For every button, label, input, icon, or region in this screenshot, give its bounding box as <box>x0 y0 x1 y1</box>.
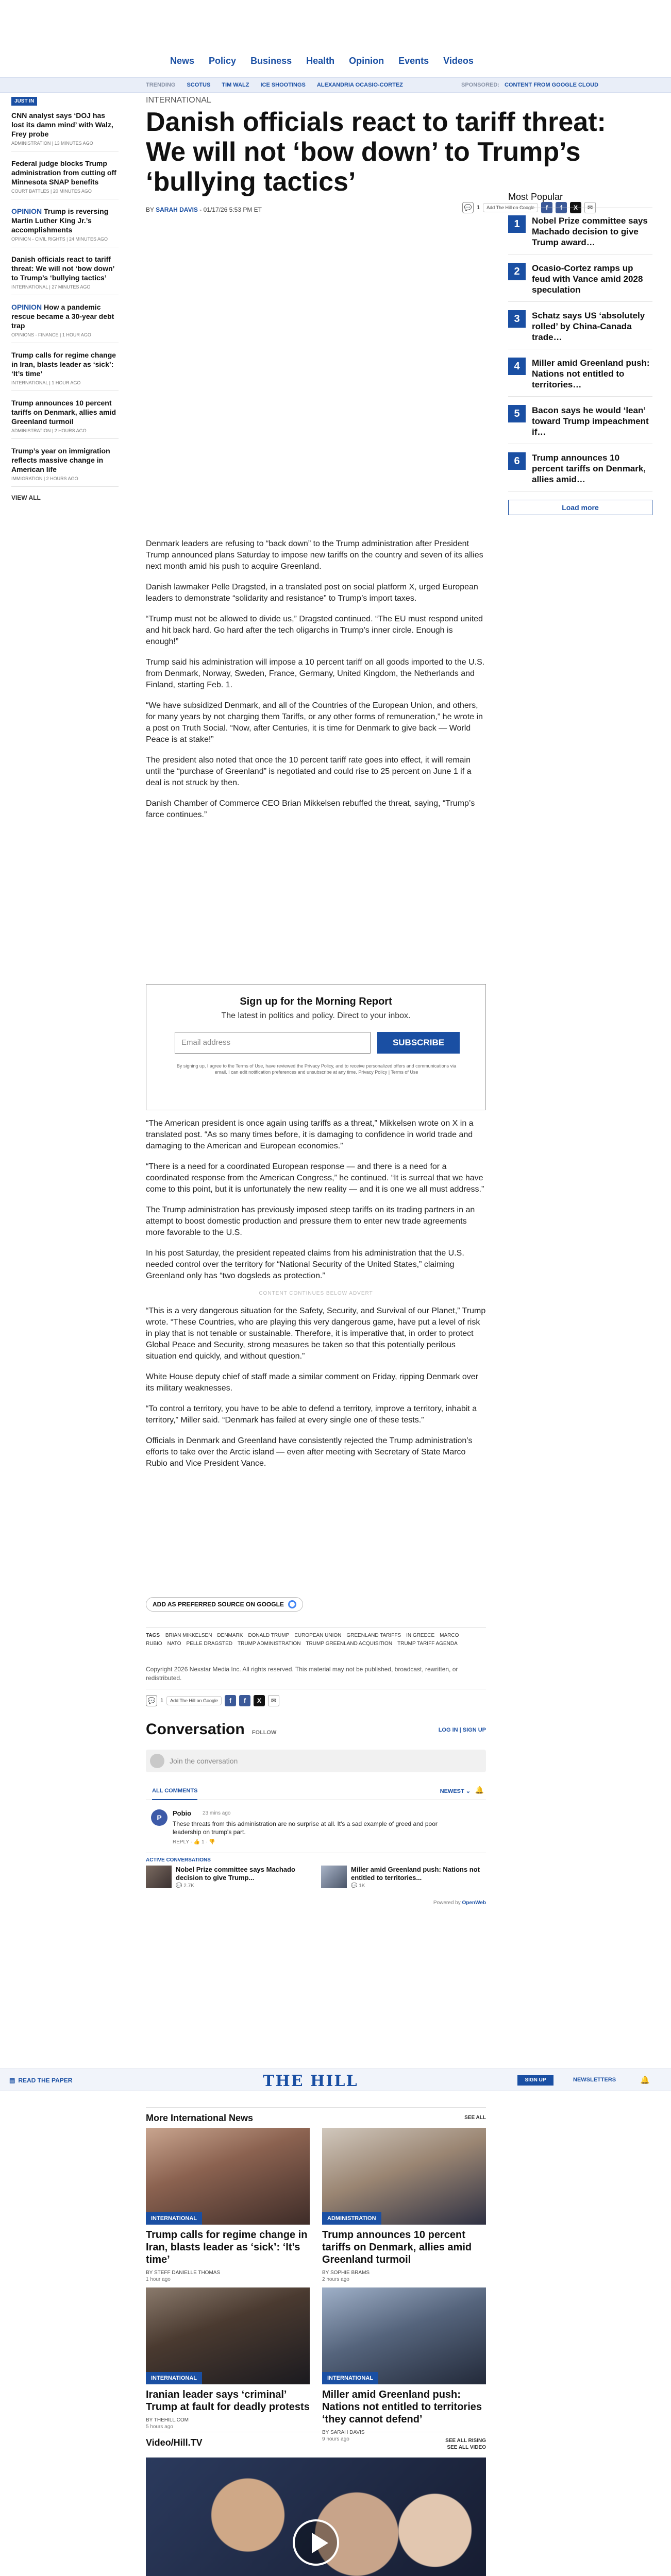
just-in-title[interactable] <box>11 111 119 139</box>
just-in-title[interactable] <box>11 159 119 187</box>
article-headline: Danish officials react to tariff threat: We will not ‘bow down’ to Trump’s ‘bullying tactics’ <box>146 107 606 197</box>
email-icon[interactable]: ✉ <box>584 202 596 213</box>
commenter-name[interactable]: Pobio <box>173 1809 192 1817</box>
rank-number: 3 <box>508 310 526 328</box>
most-popular-item[interactable] <box>508 405 652 444</box>
article-paragraph: Trump said his administration will impose a 10 percent tariff on all goods imported to the U.S. from Denmark, Norway, Sweden, France, Germany, United Kingdom, the Netherlands and Finland, starting Feb. 1. <box>146 658 485 689</box>
card-image <box>146 2287 310 2384</box>
main-nav-links <box>170 56 474 66</box>
see-all-link[interactable]: SEE ALL <box>464 2115 486 2121</box>
card-time: 5 hours ago <box>146 2424 173 2430</box>
active-conversations <box>146 1853 486 1889</box>
article-paragraph: The president also noted that once the 10 percent tariff rate goes into effect, it will remain until the “purchase of Greenland” is negotiated and could rise to 25 percent on June 1 if a deal is not struck by then. <box>146 756 472 787</box>
signup-button[interactable]: SIGN UP <box>517 2075 553 2086</box>
facebook-share-icon[interactable]: f <box>556 202 567 213</box>
article-paragraph: Danish lawmaker Pelle Dragsted, in a translated post on social platform X, urged European leaders to demonstrate “solidarity and resistance” to Trump’s import taxes. <box>146 583 478 603</box>
play-icon[interactable] <box>293 2519 339 2566</box>
article-paragraph: Denmark leaders are refusing to “back down” to the Trump administration after President Trump announced plans Saturday to impose new tariffs on the country and seven of its allies next month amid his push to acquire Greenland. <box>146 539 483 571</box>
article-paragraph: “This is a very dangerous situation for the Safety, Security, and Survival of our Planet,” Trump wrote. “These Countries, who are playing this very dangerous game, have put a level of risk in play that is not tenable or sustainable. Therefore, it is imperative that, in order to protect Global Peace and Security, strong measures be taken so that this potentially perilous situation end quickly, and without question.” <box>146 1307 486 1361</box>
article-paragraph: “Trump must not be allowed to divide us,” Dragsted continued. “The EU must respond united and hit back hard. Go hard after the tech oligarchs in Trump’s inner circle. Enough is enough!” <box>146 615 483 646</box>
section-heading: More International News <box>146 2113 254 2123</box>
comment-text: These threats from this administration are no surprise at all. It's a sad example of greed and poor leadership on trump's part. <box>173 1820 438 1836</box>
most-popular-title[interactable]: Bacon says he would ‘lean’ toward Trump impeachment if… <box>532 405 649 437</box>
trending-link[interactable]: ICE SHOOTINGS <box>260 82 306 88</box>
most-popular-item[interactable] <box>508 263 652 302</box>
sponsored-links <box>461 82 598 88</box>
article-paragraph: “To control a territory, you have to be able to defend a territory, improve a territory, inhabit a territory,” Miller said. “Denmark has failed at every single one of these tests.” <box>146 1404 477 1425</box>
thumbnail <box>321 1866 347 1888</box>
powered-by <box>433 1900 486 1906</box>
rank-number: 2 <box>508 263 526 280</box>
tag-link[interactable]: MARCO RUBIO <box>146 1633 459 1647</box>
card-time: 9 hours ago <box>322 2436 349 2442</box>
trending-link[interactable]: TIM WALZ <box>222 82 249 88</box>
just-in-meta: OPINION - CIVIL RIGHTS | 24 MINUTES AGO <box>11 236 108 242</box>
article-paragraph: The Trump administration has previously imposed steep tariffs on its trading partners in an attempt to boost domestic production and pressure them to enter new trade agreements more favorable to the U.S. <box>146 1206 475 1237</box>
just-in-title-text: Federal judge blocks Trump administration from cutting off Minnesota SNAP benefits <box>11 159 116 186</box>
article-paragraph: Officials in Denmark and Greenland have consistently rejected the Trump administration’s efforts to take over the Arctic island — even after meeting with Secretary of State Marco Rubio and Vice President Vance. <box>146 1436 473 1468</box>
sponsored-link[interactable]: CONTENT FROM GOOGLE CLOUD <box>504 82 599 88</box>
tag-link[interactable]: NATO <box>167 1641 181 1647</box>
just-in-badge: JUST IN <box>11 97 37 106</box>
avatar <box>150 1754 164 1768</box>
card-time: 1 hour ago <box>146 2277 171 2282</box>
just-in-title-text: Danish officials react to tariff threat: We will not ‘bow down’ to Trump’s ‘bullying tactics’ <box>11 255 114 282</box>
most-popular <box>508 192 652 515</box>
sponsored-label: SPONSORED: <box>461 82 499 88</box>
just-in-title[interactable] <box>11 207 119 234</box>
just-in-title[interactable] <box>11 302 119 330</box>
just-in-title[interactable] <box>11 398 119 426</box>
tab-all-comments[interactable]: ALL COMMENTS <box>152 1788 197 1800</box>
google-g-icon <box>288 1600 296 1608</box>
most-popular-title[interactable]: Trump announces 10 percent tariffs on Denmark, allies amid… <box>532 453 646 484</box>
featured-video[interactable] <box>146 2458 486 2576</box>
just-in-meta: IMMIGRATION | 2 HOURS AGO <box>11 476 78 481</box>
newsletters-link[interactable]: NEWSLETTERS <box>573 2077 616 2083</box>
just-in-title-text: How a pandemic rescue became a 30-year debt trap <box>11 303 114 330</box>
just-in-item[interactable] <box>11 255 119 295</box>
just-in-meta: COURT BATTLES | 20 MINUTES AGO <box>11 189 92 194</box>
powered-by-prefix: Powered by <box>433 1900 461 1906</box>
card-byline: BY SOPHIE BRAMS <box>322 2270 370 2276</box>
see-all-video-link[interactable]: SEE ALL VIDEO <box>447 2445 486 2450</box>
tag-link[interactable]: PELLE DRAGSTED <box>186 1641 233 1647</box>
card-title[interactable]: Trump announces 10 percent tariffs on Denmark, allies amid Greenland turmoil <box>322 2229 472 2265</box>
just-in-title-text: Trump announces 10 percent tariffs on Denmark, allies amid Greenland turmoil <box>11 399 116 426</box>
active-conversation-title: Miller amid Greenland push: Nations not entitled to territories... <box>351 1866 480 1882</box>
rank-number: 1 <box>508 215 526 233</box>
card-title[interactable]: Trump calls for regime change in Iran, blasts leader as ‘sick’: ‘It’s time’ <box>146 2229 308 2265</box>
opinion-label: OPINION <box>11 303 42 311</box>
news-card[interactable] <box>322 2128 486 2282</box>
google-source-button[interactable]: Add The Hill on Google <box>483 203 538 212</box>
just-in-meta: INTERNATIONAL | 1 HOUR AGO <box>11 380 81 385</box>
tag-link[interactable]: IN GREECE <box>406 1633 435 1638</box>
article-body <box>146 538 486 830</box>
comment-count: 1 <box>477 205 480 211</box>
x-icon[interactable]: X <box>254 1695 265 1706</box>
email-icon[interactable]: ✉ <box>268 1695 279 1706</box>
commenter-avatar[interactable]: P <box>151 1809 167 1826</box>
just-in-item[interactable] <box>11 159 119 199</box>
x-icon[interactable]: X <box>570 202 581 213</box>
rank-number: 4 <box>508 358 526 375</box>
comment-icon[interactable]: 💬 <box>462 202 474 213</box>
facebook-icon[interactable]: f <box>225 1695 236 1706</box>
bell-icon[interactable]: 🔔 <box>640 2076 650 2084</box>
nav-events[interactable]: Events <box>398 56 429 66</box>
load-more-button[interactable]: Load more <box>508 500 652 515</box>
newsletter-heading: Sign up for the Morning Report <box>240 996 392 1007</box>
facebook-share-icon[interactable]: f <box>239 1695 250 1706</box>
conversation-header <box>146 1721 486 1738</box>
active-conversation-title: Nobel Prize committee says Machado decision to give Trump... <box>176 1866 295 1882</box>
card-time: 2 hours ago <box>322 2277 349 2282</box>
news-card[interactable] <box>146 2128 310 2282</box>
just-in-title[interactable] <box>11 350 119 378</box>
just-in-item[interactable] <box>11 446 119 487</box>
most-popular-title[interactable]: Miller amid Greenland push: Nations not entitled to territories… <box>532 358 650 389</box>
tag-link[interactable]: TRUMP GREENLAND ACQUISITION <box>306 1641 393 1647</box>
powered-by-brand[interactable]: OpenWeb <box>462 1900 486 1906</box>
nav-policy[interactable]: Policy <box>209 56 237 66</box>
author-link[interactable]: SARAH DAVIS <box>156 206 198 213</box>
sort-dropdown[interactable]: NEWEST ⌄ <box>440 1788 471 1794</box>
comment-actions[interactable]: REPLY · 👍 1 · 👎 <box>173 1839 215 1845</box>
article-paragraph: White House deputy chief of staff made a similar comment on Friday, ripping Denmark over its military weaknesses. <box>146 1372 479 1393</box>
article-section-label[interactable]: INTERNATIONAL <box>146 96 211 105</box>
site-logo[interactable]: THE HILL <box>263 2072 358 2090</box>
trending-label: TRENDING <box>146 82 176 88</box>
just-in-item[interactable] <box>11 207 119 247</box>
thumbnail <box>146 1866 172 1888</box>
newsletter-subheading: The latest in politics and policy. Direct to your inbox. <box>221 1011 411 1020</box>
article-paragraph: “There is a need for a coordinated European response — and there is a need for a coordinated response from the American Congress,” he continued. “It is surreal that we have come to this point, but it is unfortunately the new reality — and it is one we all must address.” <box>146 1162 484 1194</box>
card-image <box>322 2287 486 2384</box>
tag-list <box>146 1633 463 1647</box>
sticky-header <box>0 2069 671 2091</box>
article-paragraph: In his post Saturday, the president repeated claims from his administration that the U.S. needed control over the territory for “National Security of the United States,” claiming Greenland only has “two dogsleds as protection.” <box>146 1249 464 1280</box>
active-conversations-label: ACTIVE CONVERSATIONS <box>146 1857 211 1863</box>
just-in-meta: INTERNATIONAL | 27 MINUTES AGO <box>11 284 91 290</box>
most-popular-title[interactable]: Nobel Prize committee says Machado decision to give Trump award… <box>532 216 648 247</box>
byline-prefix: BY <box>146 206 154 213</box>
tag-link[interactable]: BRIAN MIKKELSEN <box>165 1633 212 1638</box>
newsletter-signup <box>146 984 486 1110</box>
rank-number: 5 <box>508 405 526 422</box>
tag-link[interactable]: EUROPEAN UNION <box>294 1633 342 1638</box>
tag-link[interactable]: TRUMP ADMINISTRATION <box>238 1641 301 1647</box>
video-header <box>146 2432 486 2448</box>
more-international-header <box>146 2107 486 2124</box>
nav-health[interactable]: Health <box>306 56 335 66</box>
most-popular-item[interactable] <box>508 215 652 255</box>
most-popular-title[interactable]: Schatz says US ‘absolutely rolled’ by China-Canada trade… <box>532 311 645 342</box>
tag-link[interactable]: TRUMP TARIFF AGENDA <box>397 1641 458 1647</box>
most-popular-item[interactable] <box>508 358 652 397</box>
comment-input[interactable] <box>146 1750 486 1772</box>
comment-time: 23 mins ago <box>203 1810 231 1816</box>
view-all-link[interactable]: VIEW ALL <box>11 494 41 501</box>
google-source-button[interactable]: Add The Hill on Google <box>166 1696 222 1705</box>
just-in-title[interactable] <box>11 255 119 282</box>
article-paragraph: “We have subsidized Denmark, and all of the Countries of the European Union, and others, for many years by not charging them Tariffs, or any other forms of remuneration,” he wrote in a post on Truth Social. “Now, after Centuries, it is time for Denmark to give back — World Peace is at stake!” <box>146 701 483 744</box>
read-the-paper-link[interactable] <box>9 2077 72 2084</box>
newspaper-icon: ▤ <box>9 2077 15 2084</box>
just-in-meta: ADMINISTRATION | 2 HOURS AGO <box>11 428 87 433</box>
see-all-rising-link[interactable]: SEE ALL RISING <box>445 2438 486 2444</box>
card-title[interactable]: Iranian leader says ‘criminal’ Trump at fault for deadly protests <box>146 2389 310 2413</box>
read-the-paper-label: READ THE PAPER <box>18 2077 73 2084</box>
just-in-meta: ADMINISTRATION | 13 MINUTES AGO <box>11 141 93 146</box>
article-tags <box>146 1627 486 1648</box>
just-in-item[interactable] <box>11 111 119 151</box>
active-conversation-card[interactable] <box>321 1866 485 1891</box>
google-preferred-source-button[interactable] <box>146 1597 303 1612</box>
top-navigation <box>0 0 671 77</box>
comment-placeholder: Join the conversation <box>170 1757 238 1765</box>
nav-videos[interactable]: Videos <box>443 56 474 66</box>
comment-tabs <box>146 1783 486 1800</box>
conversation-section <box>146 1721 486 1911</box>
newsletter-legal: By signing up, I agree to the Terms of Use, have reviewed the Privacy Policy, and to receive personalized offers and communications via email. I can edit notification preferences and unsubscribe at any time. Privacy Policy | Terms of Use <box>176 1063 457 1075</box>
tag-link[interactable]: DENMARK <box>217 1633 243 1638</box>
tag-link[interactable]: DONALD TRUMP <box>248 1633 290 1638</box>
just-in-title[interactable] <box>11 446 119 474</box>
just-in-list <box>11 111 119 487</box>
card-byline: BY THEHILL.COM <box>146 2417 189 2423</box>
news-card[interactable] <box>322 2287 486 2442</box>
just-in-meta: OPINIONS - FINANCE | 1 HOUR AGO <box>11 332 91 337</box>
card-byline: BY STEFF DANIELLE THOMAS <box>146 2270 221 2276</box>
card-tag[interactable]: ADMINISTRATION <box>322 2212 381 2225</box>
active-conversation-count: 💬 1K <box>351 1883 365 1889</box>
comment-icon[interactable]: 💬 <box>146 1695 157 1706</box>
nav-business[interactable]: Business <box>250 56 292 66</box>
section-heading: Video/Hill.TV <box>146 2437 203 2448</box>
article-body-continued <box>146 1118 486 1479</box>
just-in-title-text: Trump calls for regime change in Iran, blasts leader as ‘sick’: ‘It’s time’ <box>11 351 116 378</box>
card-tag[interactable]: INTERNATIONAL <box>146 2212 202 2225</box>
login-signup-link[interactable]: LOG IN | SIGN UP <box>438 1727 486 1733</box>
active-conversation-count: 💬 2.7K <box>176 1883 194 1889</box>
article-byline <box>146 206 262 213</box>
most-popular-item[interactable] <box>508 310 652 349</box>
video-see-all-links <box>445 2437 486 2451</box>
news-card[interactable] <box>146 2287 310 2430</box>
article-paragraph: Danish Chamber of Commerce CEO Brian Mikkelsen rebuffed the threat, saying, “Trump’s farce continues.” <box>146 799 475 819</box>
just-in-item[interactable] <box>11 350 119 391</box>
trending-bar <box>0 77 671 93</box>
just-in-rail <box>11 96 119 501</box>
rank-number: 6 <box>508 452 526 470</box>
conversation-title: Conversation <box>146 1721 245 1738</box>
article-date: - 01/17/26 5:53 PM ET <box>199 206 262 213</box>
opinion-label: OPINION <box>11 207 42 215</box>
card-image <box>146 2128 310 2225</box>
most-popular-heading: Most Popular <box>508 192 652 208</box>
content-continues-label: CONTENT CONTINUES BELOW ADVERT <box>259 1291 373 1296</box>
most-popular-item[interactable] <box>508 452 652 492</box>
trending-items <box>146 82 403 88</box>
google-pref-label: ADD AS PREFERRED SOURCE ON GOOGLE <box>153 1601 284 1608</box>
follow-button[interactable]: FOLLOW <box>251 1730 277 1736</box>
just-in-item[interactable] <box>11 398 119 439</box>
tags-label: TAGS <box>146 1633 160 1638</box>
facebook-icon[interactable]: f <box>541 202 552 213</box>
copyright-notice: Copyright 2026 Nexstar Media Inc. All rights reserved. This material may not be published, broadcast, rewritten, or redistributed. <box>146 1665 486 1689</box>
email-input[interactable]: Email address <box>175 1032 371 1054</box>
just-in-item[interactable] <box>11 302 119 343</box>
active-conversation-card[interactable] <box>146 1866 310 1891</box>
just-in-title-text: Trump is reversing Martin Luther King Jr.’s accomplishments <box>11 207 109 234</box>
just-in-title-text: CNN analyst says ‘DOJ has lost its damn mind’ with Walz, Frey probe <box>11 111 113 138</box>
trending-link[interactable]: ALEXANDRIA OCASIO-CORTEZ <box>316 82 403 88</box>
article-paragraph: “The American president is once again using tariffs as a threat,” Mikkelsen wrote on X in a translated post. “As so many times before, it is damaging to confidence in world trade and damaging to the American and European economies.” <box>146 1119 474 1150</box>
trending-link[interactable]: SCOTUS <box>187 82 211 88</box>
card-image <box>322 2128 486 2225</box>
card-tag[interactable]: INTERNATIONAL <box>146 2372 202 2384</box>
most-popular-title[interactable]: Ocasio-Cortez ramps up feud with Vance amid 2028 speculation <box>532 263 643 295</box>
just-in-title-text: Trump’s year on immigration reflects massive change in American life <box>11 447 110 473</box>
nav-news[interactable]: News <box>170 56 195 66</box>
bell-icon[interactable]: 🔔 <box>475 1786 484 1794</box>
tag-link[interactable]: GREENLAND TARIFFS <box>346 1633 401 1638</box>
comment-count: 1 <box>160 1698 164 1704</box>
most-popular-list <box>508 215 652 492</box>
nav-opinion[interactable]: Opinion <box>349 56 384 66</box>
card-byline: BY SARAH DAVIS <box>322 2430 365 2435</box>
share-bar-bottom <box>146 1695 279 1706</box>
subscribe-button[interactable]: SUBSCRIBE <box>377 1032 460 1054</box>
card-title[interactable]: Miller amid Greenland push: Nations not entitled to territories ‘they cannot defend’ <box>322 2389 482 2425</box>
card-tag[interactable]: INTERNATIONAL <box>322 2372 378 2384</box>
